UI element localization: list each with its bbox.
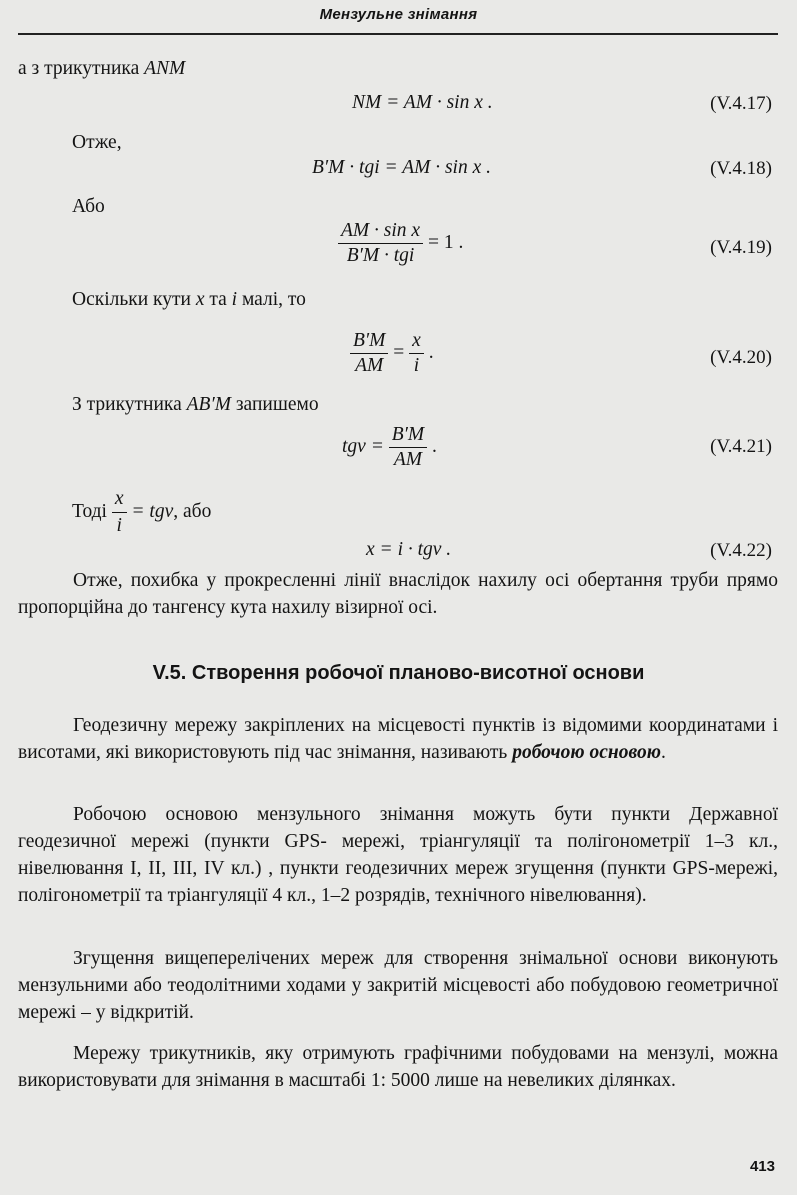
fraction-v420-a-denominator: AM <box>355 355 384 376</box>
text-line-4-mid: та <box>209 289 227 310</box>
fraction-v421-numerator: B′M <box>389 424 427 448</box>
equation-v418: B′M · tgi = AM · sin x . <box>312 157 492 178</box>
fraction-v420-b <box>409 330 424 377</box>
equation-v421-lhs: tgν = <box>342 435 384 457</box>
text-line-5 <box>72 393 319 417</box>
math-i: i <box>231 289 238 310</box>
text-line-6 <box>72 487 211 538</box>
paragraph-4: Мережу трикутників, яку отримують графічними побудовами на мензулі, можна використовувати для знімання в масштабі 1: 5000 лише на невеликих ділянках. <box>18 1043 778 1091</box>
fraction-inline-numerator: x <box>112 487 127 513</box>
term-working-base: робочою основою <box>512 742 661 763</box>
equation-v420-end: . <box>428 341 434 363</box>
equation-number-v419: (V.4.19) <box>710 237 772 258</box>
equation-v417: NM = AM · sin x . <box>352 92 493 113</box>
fraction-v421-denominator: AM <box>393 449 423 470</box>
fraction-v419 <box>338 220 423 267</box>
fraction-v420-b-denominator: i <box>413 355 420 376</box>
math-abm: AB′M <box>186 394 231 415</box>
text-line-2: Отже, <box>72 132 122 153</box>
equation-v421-end: . <box>432 435 437 457</box>
running-head: Мензульне знімання <box>319 6 478 23</box>
text-line-1 <box>18 57 185 81</box>
header-rule <box>18 33 778 35</box>
fraction-v420-b-numerator: x <box>409 330 424 354</box>
fraction-v419-numerator: AM · sin x <box>338 220 423 244</box>
text-line-1-label: а з трикутника <box>18 58 140 79</box>
equation-v419-rhs: = 1 . <box>427 231 464 253</box>
text-line-5-label: З трикутника <box>72 394 182 415</box>
math-x: x <box>195 289 205 310</box>
equation-number-v418: (V.4.18) <box>710 158 772 179</box>
paragraph-1-end: . <box>660 742 666 763</box>
paragraph-1 <box>18 712 778 766</box>
text-line-4 <box>72 288 306 312</box>
equation-v419 <box>338 220 463 267</box>
page-number: 413 <box>749 1158 775 1175</box>
fraction-v421 <box>389 424 427 471</box>
text-line-5-end: запишемо <box>235 394 319 415</box>
fraction-v419-denominator: B′M · tgi <box>346 245 415 266</box>
paragraph-1-text: Геодезичну мережу закріплених на місцевості пунктів із відомими координатами і висотами, які використовують під час знімання, називають <box>18 715 778 763</box>
equation-number-v421: (V.4.21) <box>710 436 772 457</box>
text-line-3: Або <box>72 196 105 217</box>
section-heading: V.5. Створення робочої планово-висотної основи <box>152 662 645 684</box>
equation-v420 <box>350 330 434 377</box>
fraction-v420-a <box>350 330 388 377</box>
equation-number-v422: (V.4.22) <box>710 540 772 561</box>
text-line-4-label: Оскільки кути <box>72 289 191 310</box>
math-anm: ANM <box>144 58 186 79</box>
inline-rhs: = tgν <box>131 500 174 522</box>
text-line-6-label: Тоді <box>72 500 107 522</box>
equals-sign: = <box>393 341 405 363</box>
paragraph-3: Згущення вищеперелічених мереж для створення знімальної основи виконують мензульними або теодолітними ходами у закритій місцевості або побудовою геометричної мережі – у відкритій. <box>18 948 778 1023</box>
text-line-6-end: , або <box>173 500 212 522</box>
fraction-inline <box>112 487 127 538</box>
equation-number-v420: (V.4.20) <box>710 347 772 368</box>
fraction-inline-denominator: i <box>116 515 122 536</box>
text-line-4-end: малі, то <box>241 289 306 310</box>
fraction-v420-a-numerator: B′M <box>350 330 388 354</box>
equation-number-v417: (V.4.17) <box>710 93 772 114</box>
paragraph-2: Робочою основою мензульного знімання можуть бути пункти Державної геодезичної мережі (пункти GPS- мережі, тріангуляції та полігонометрії 1–3 кл., нівелювання І, ІІ, ІІІ, IV кл.) , пункти геодезичних мереж згущення (пункти GPS-мережі, полігонометрії та тріангуляції 4 кл., 1–2 розрядів, технічного нівелювання). <box>18 804 778 906</box>
conclusion-paragraph: Отже, похибка у прокресленні лінії внаслідок нахилу осі обертання труби прямо пропорційна до тангенсу кута нахилу візирної осі. <box>18 570 778 618</box>
equation-v422: x = i · tgν . <box>366 539 452 560</box>
equation-v421 <box>342 424 437 471</box>
